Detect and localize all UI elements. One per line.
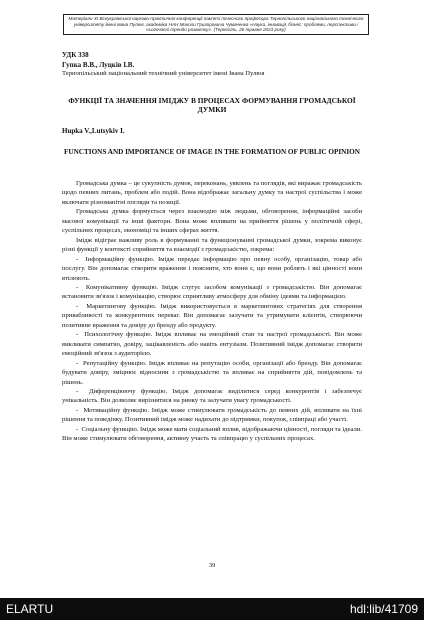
udc-code: УДК 338 (62, 51, 89, 59)
list-item: - Психологічну функцію. Імідж впливає на емоційний стан та настрої громадськості. Він може викликати симпатію, довіру, зацікавленість або навіть ентузіазм. Позитивний імідж допомагає створити емоційний зв'язок з аудиторією. (62, 331, 362, 358)
repository-name: ELARTU (6, 602, 54, 616)
paragraph: Громадська думка – це сукупність думок, переконань, уявлень та поглядів, які виражає громадськість щодо певних питань, проблем або подій. Вона відображає загальну думку та настрої суспільства і може включати різноманітні погляди та позиції. (62, 180, 362, 206)
repository-footer-bar (0, 598, 424, 620)
body-text (62, 179, 362, 444)
title-ua: ФУНКЦІЇ ТА ЗНАЧЕННЯ ІМІДЖУ В ПРОЦЕСАХ ФОРМУВАННЯ ГРОМАДСЬКОЇ ДУМКИ (68, 96, 356, 114)
authors-ua: Гупка В.В., Луцків І.В. (62, 61, 135, 69)
list-item: - Мотиваційну функцію. Імідж може стимулювати громадськість до певних дій, впливати на їхні рішення та поведінку. Позитивний імідж може надихати до підтримки, покупок, співпраці або участі. (62, 406, 362, 424)
list-item: - Репутаційну функцію. Імідж впливає на репутацію особи, організації або бренду. Він допомагає будувати довіру, зміцнює відносини з громадськістю та впливає на сприйняття дій, повідомлень та рішень. (62, 359, 362, 386)
page-number: 39 (208, 562, 216, 569)
conference-header-note: Матеріали XI Всеукраїнської науково-практичної конференції пам'яті почесного професора Тернопільського національного технічного університету імені Івана Пулюя, академіка НАН Миколи Григоровича Чумаченка «Наука, інновації, бізнес: проблеми, перспективи і сьогочасні тренди розвитку». (Тернопіль, 26 травня 2023 року) (63, 14, 369, 35)
authors-en: Hupka V.,Lutsykiv I. (62, 127, 125, 135)
list-item: - Соціальну функцію. Імідж може мати соціальний вплив, відображаючи цінності, погляди та ідеали. Він може стимулювати обговорення, активну участь та співпрацю у суспільних процесах. (62, 425, 362, 443)
affiliation: Тернопільський національний технічний університет імені Івана Пулюя (62, 70, 265, 77)
list-item: - Диференціюючу функцію. Імідж допомагає виділитися серед конкурентів і забезпечує унікальність. Він дозволяє вирізнятися на ринку та залучати увагу громадськості. (62, 387, 362, 405)
title-en: FUNCTIONS AND IMPORTANCE OF IMAGE IN THE FORMATION OF PUBLIC OPINION (64, 148, 360, 156)
paragraph: Громадська думка формується через взаємодію між людьми, обговорення, інформаційні засоби масової комунікації та інші фактори. Вона може впливати на прийняття рішень у політичній сфері, суспільних процесах, економіці та інших сферах життя. (62, 208, 362, 235)
handle-identifier: hdl:lib/41709 (349, 602, 418, 616)
list-item: - Комунікативну функцію. Імідж слугує засобом комунікації з громадськістю. Він допомагає встановити зв'язок і комунікацію, створює сприятливу атмосферу для обміну ідеями та інформацією. (62, 283, 362, 301)
list-item: - Маркетингову функцію. Імідж використовується в маркетингових стратегіях для створення привабливості та конкурентних переваг. Він допомагає залучати та утримувати клієнтів, створюючи позитивне враження та довіру до бренду або продукту. (62, 302, 362, 329)
paragraph: Імідж відіграє важливу роль в формуванні та функціонуванні громадської думки, зокрема виконує різні функції у контексті сприйняття та взаємодії з громадськістю, зокрема: (62, 236, 362, 254)
list-item: - Інформаційну функцію. Імідж передає інформацію про певну особу, організацію, товар або послугу. Він допомагає створити враження і пояснити, хто вони є, що вони роблять і які цінності вони втілюють. (62, 255, 362, 282)
